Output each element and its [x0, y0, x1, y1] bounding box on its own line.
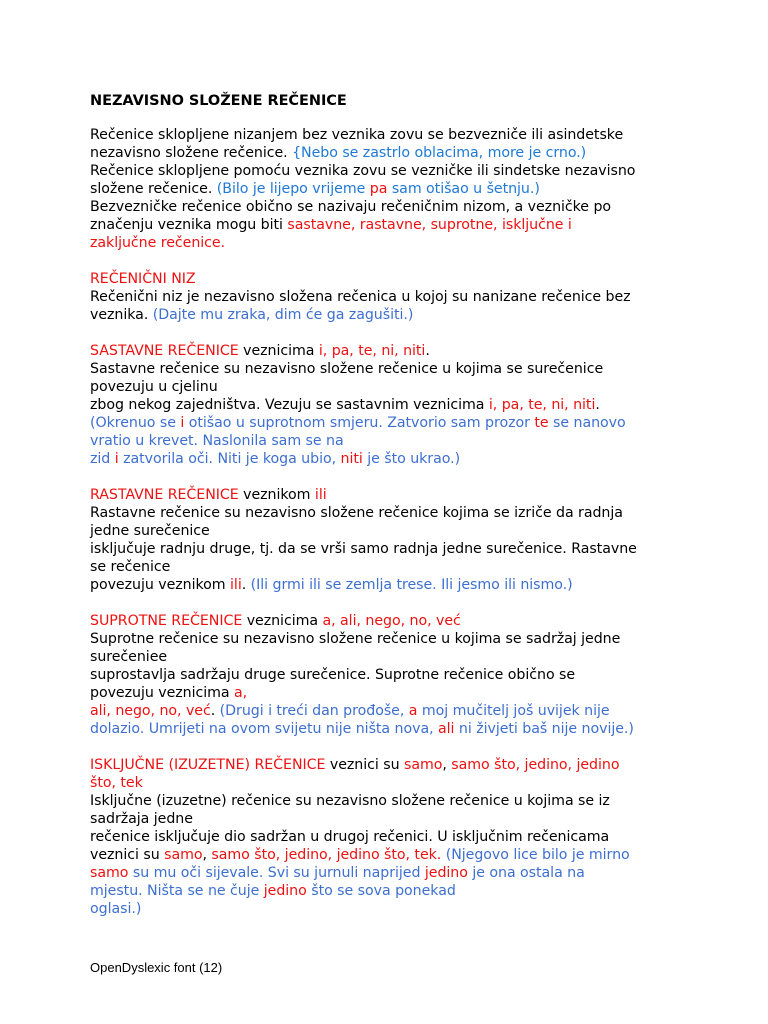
text-line: značenju veznika mogu biti sastavne, rastavne, suprotne, isključne i [90, 217, 572, 233]
text-line: oglasi.) [90, 901, 142, 917]
section-sastavne [90, 342, 690, 468]
text-line: ali, nego, no, već. (Drugi i treći dan prođoše, a moj mučitelj još uvijek nije [90, 703, 610, 719]
section-recenicni-niz [90, 270, 690, 324]
text-line: Rečenice sklopljene pomoću veznika zovu se vezničke ili sindetske nezavisno [90, 163, 636, 179]
text-line: zid i zatvorila oči. Niti je koga ubio, niti je što ukrao.) [90, 451, 461, 467]
section-heading: REČENIČNI NIZ [90, 271, 196, 287]
text-line: jedne surečenice [90, 523, 210, 539]
text-line: zbog nekog zajedništva. Vezuju se sastavnim veznicima i, pa, te, ni, niti. [90, 397, 600, 413]
text-line: (Okrenuo se i otišao u suprotnom smjeru. Zatvorio sam prozor te se nanovo [90, 415, 626, 431]
section-heading-cont: što, tek [90, 775, 143, 791]
text-line: povezuju u cjelinu [90, 379, 218, 395]
text-line: Bezvezničke rečenice obično se nazivaju rečeničnim nizom, a vezničke po [90, 199, 612, 215]
text-line: surečeniee [90, 649, 168, 665]
text-line: mjestu. Ništa se ne čuje jedino što se sova ponekad [90, 883, 456, 899]
text-line: Rastavne rečenice su nezavisno složene rečenice kojima se izriče da radnja [90, 505, 623, 521]
example-text: (Bilo je lijepo vrijeme [216, 181, 370, 197]
highlight-text: sastavne, rastavne, suprotne, isključne i [287, 217, 572, 233]
example-text: (Dajte mu zraka, dim će ga zagušiti.) [152, 307, 414, 323]
text-line: povezuju veznikom ili. (Ili grmi ili se zemlja trese. Ili jesmo ili nismo.) [90, 577, 573, 593]
example-text: sam otišao u šetnju.) [387, 181, 540, 197]
conjunction: pa [369, 181, 388, 197]
section-suprotne [90, 612, 690, 738]
text-line: isključuje radnju druge, tj. da se vrši samo radnja jedne surečenice. Rastavne [90, 541, 637, 557]
document-body [90, 92, 690, 936]
text-line: sadržaja jedne [90, 811, 193, 827]
text-line: Isključne (izuzetne) rečenice su nezavisno složene rečenice u kojima se iz [90, 793, 610, 809]
text-line: Rečenice sklopljene nizanjem bez veznika zovu se bezvezniče ili asindetske [90, 127, 624, 143]
section-iskljucne [90, 756, 690, 918]
section-heading: ISKLJUČNE (IZUZETNE) REČENICE veznici su samo, samo što, jedino, jedino [90, 757, 620, 773]
text-line: Suprotne rečenice su nezavisno složene rečenice u kojima se sadržaj jedne [90, 631, 621, 647]
text-line: dolazio. Umrijeti na ovom svijetu nije ništa nova, ali ni živjeti baš nije novije.) [90, 721, 634, 737]
text-line: vratio u krevet. Naslonila sam se na [90, 433, 344, 449]
highlight-text: zaključne rečenice. [90, 235, 226, 251]
text-line: suprostavlja sadržaju druge surečenice. Suprotne rečenice obično se [90, 667, 576, 683]
section-heading: RASTAVNE REČENICE veznikom ili [90, 487, 327, 503]
text-line: veznika. (Dajte mu zraka, dim će ga zagušiti.) [90, 307, 414, 323]
text-line: samo su mu oči sijevale. Svi su jurnuli naprijed jedino je ona ostala na [90, 865, 585, 881]
text-line: Sastavne rečenice su nezavisno složene rečenice u kojima se surečenice [90, 361, 604, 377]
text-line: se rečenice [90, 559, 171, 575]
section-heading: SASTAVNE REČENICE veznicima i, pa, te, ni, niti. [90, 343, 430, 359]
text-line: rečenice isključuje dio sadržan u drugoj rečenici. U isključnim rečenicama [90, 829, 610, 845]
intro-paragraph [90, 126, 690, 252]
footer-note: OpenDyslexic font (12) [90, 960, 223, 975]
page-title: NEZAVISNO SLOŽENE REČENICE [90, 93, 347, 109]
text-line [90, 234, 690, 252]
section-heading: SUPROTNE REČENICE veznicima a, ali, nego, no, već [90, 613, 461, 629]
text-line: složene rečenice. (Bilo je lijepo vrijeme pa sam otišao u šetnju.) [90, 181, 540, 197]
text-line: povezuju veznicima a, [90, 685, 248, 701]
example-text: {Nebo se zastrlo oblacima, more je crno.) [292, 145, 587, 161]
section-rastavne [90, 486, 690, 594]
text-line: nezavisno složene rečenice. {Nebo se zastrlo oblacima, more je crno.) [90, 145, 587, 161]
text-line: Rečenični niz je nezavisno složena rečenica u kojoj su nanizane rečenice bez [90, 289, 631, 305]
text-line: veznici su samo, samo što, jedino, jedino što, tek. (Njegovo lice bilo je mirno [90, 847, 630, 863]
